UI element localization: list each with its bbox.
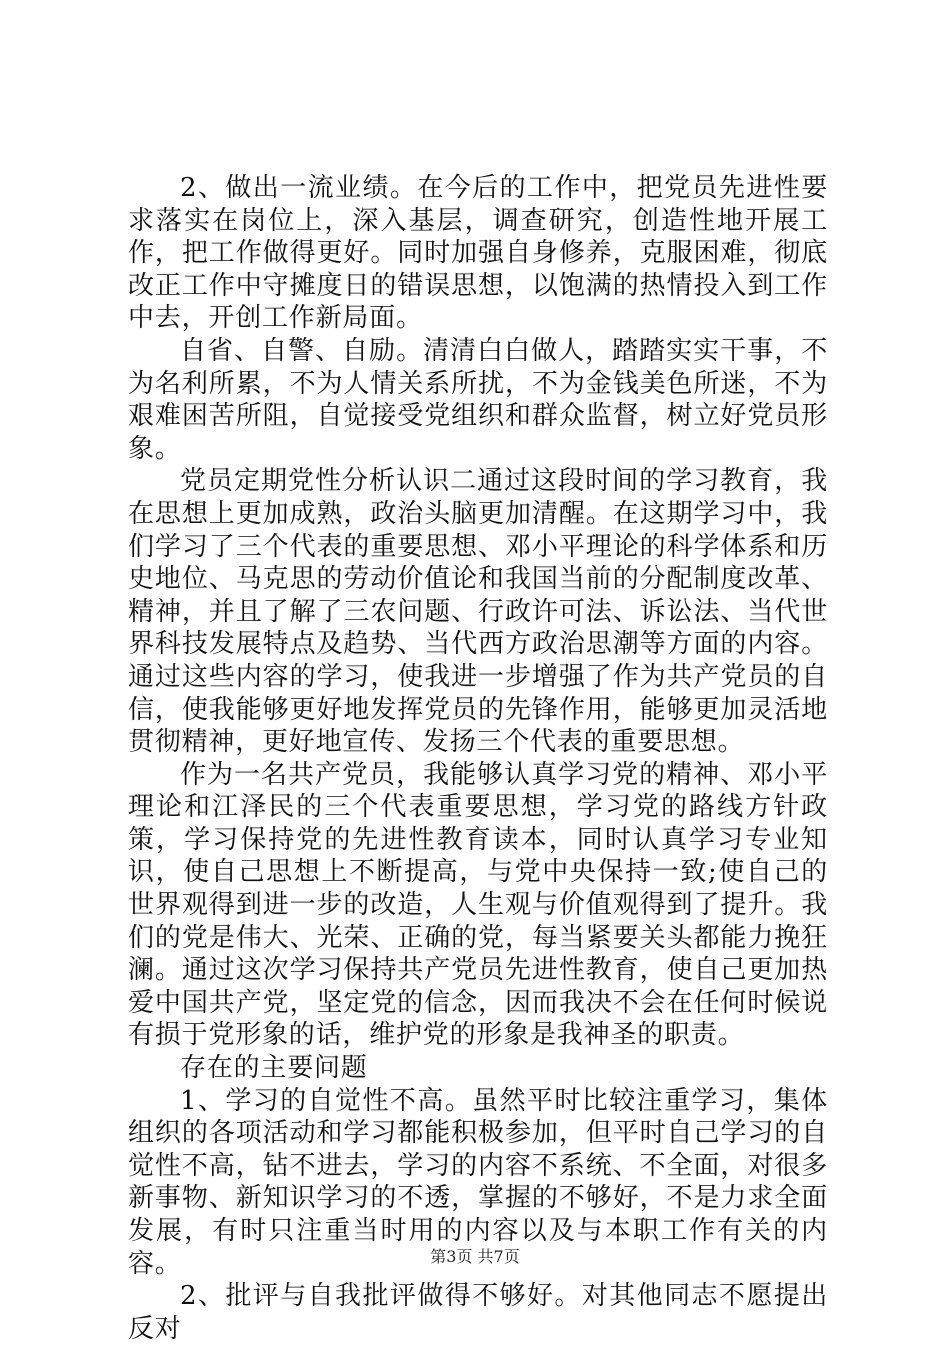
- paragraph-party-analysis: 党员定期党性分析认识二通过这段时间的学习教育，我在思想上更加成熟，政治头脑更加清醒。在这期学习中，我们学习了三个代表的重要思想、邓小平理论的科学体系和历史地位、马克思的劳动价值论和我国当前的分配制度改革、精神，并且了解了三农问题、行政许可法、诉讼法、当代世界科技发展特点及趋势、当代西方政治思潮等方面的内容。通过这些内容的学习，使我进一步增强了作为共产党员的自信，使我能够更好地发挥党员的先锋作用，能够更加灵活地贯彻精神，更好地宣传、发扬三个代表的重要思想。: [128, 466, 828, 758]
- page-number-footer: 第3页 共7页: [430, 1247, 520, 1266]
- section-heading-main-problems: 存在的主要问题: [180, 1053, 368, 1084]
- paragraph-outstanding-performance: 2、做出一流业绩。在今后的工作中，把党员先进性要求落实在岗位上，深入基层，调查研究，创造性地开展工作，把工作做得更好。同时加强自身修养，克服困难，彻底改正工作中守摊度日的错误思想，以饱满的热情投入到工作中去，开创工作新局面。: [128, 173, 828, 334]
- paragraph-criticism: 2、批评与自我批评做得不够好。对其他同志不愿提出反对: [128, 1281, 828, 1344]
- paragraph-party-member-commitment: 作为一名共产党员，我能够认真学习党的精神、邓小平理论和江泽民的三个代表重要思想，学习党的路线方针政策，学习保持党的先进性教育读本，同时认真学习专业知识，使自己思想上不断提高，与党中央保持一致;使自己的世界观得到进一步的改造，人生观与价值观得到了提升。我们的党是伟大、光荣、正确的党，每当紧要关头都能力挽狂澜。通过这次学习保持共产党员先进性教育，使自己更加热爱中国共产党，坚定党的信念，因而我决不会在任何时候说有损于党形象的话，维护党的形象是我神圣的职责。: [128, 759, 828, 1051]
- paragraph-self-reflection: 自省、自警、自励。清清白白做人，踏踏实实干事，不为名利所累，不为人情关系所扰，不为金钱美色所迷，不为艰难困苦所阻，自觉接受党组织和群众监督，树立好党员形象。: [128, 335, 828, 464]
- paragraph-study-initiative: 1、学习的自觉性不高。虽然平时比较注重学习，集体组织的各项活动和学习都能积极参加，但平时自己学习的自觉性不高，钻不进去，学习的内容不系统、不全面，对很多新事物、新知识学习的不透，掌握的不够好，不是力求全面发展，有时只注重当时用的内容以及与本职工作有关的内容。: [128, 1085, 828, 1279]
- document-body: [128, 172, 828, 1345]
